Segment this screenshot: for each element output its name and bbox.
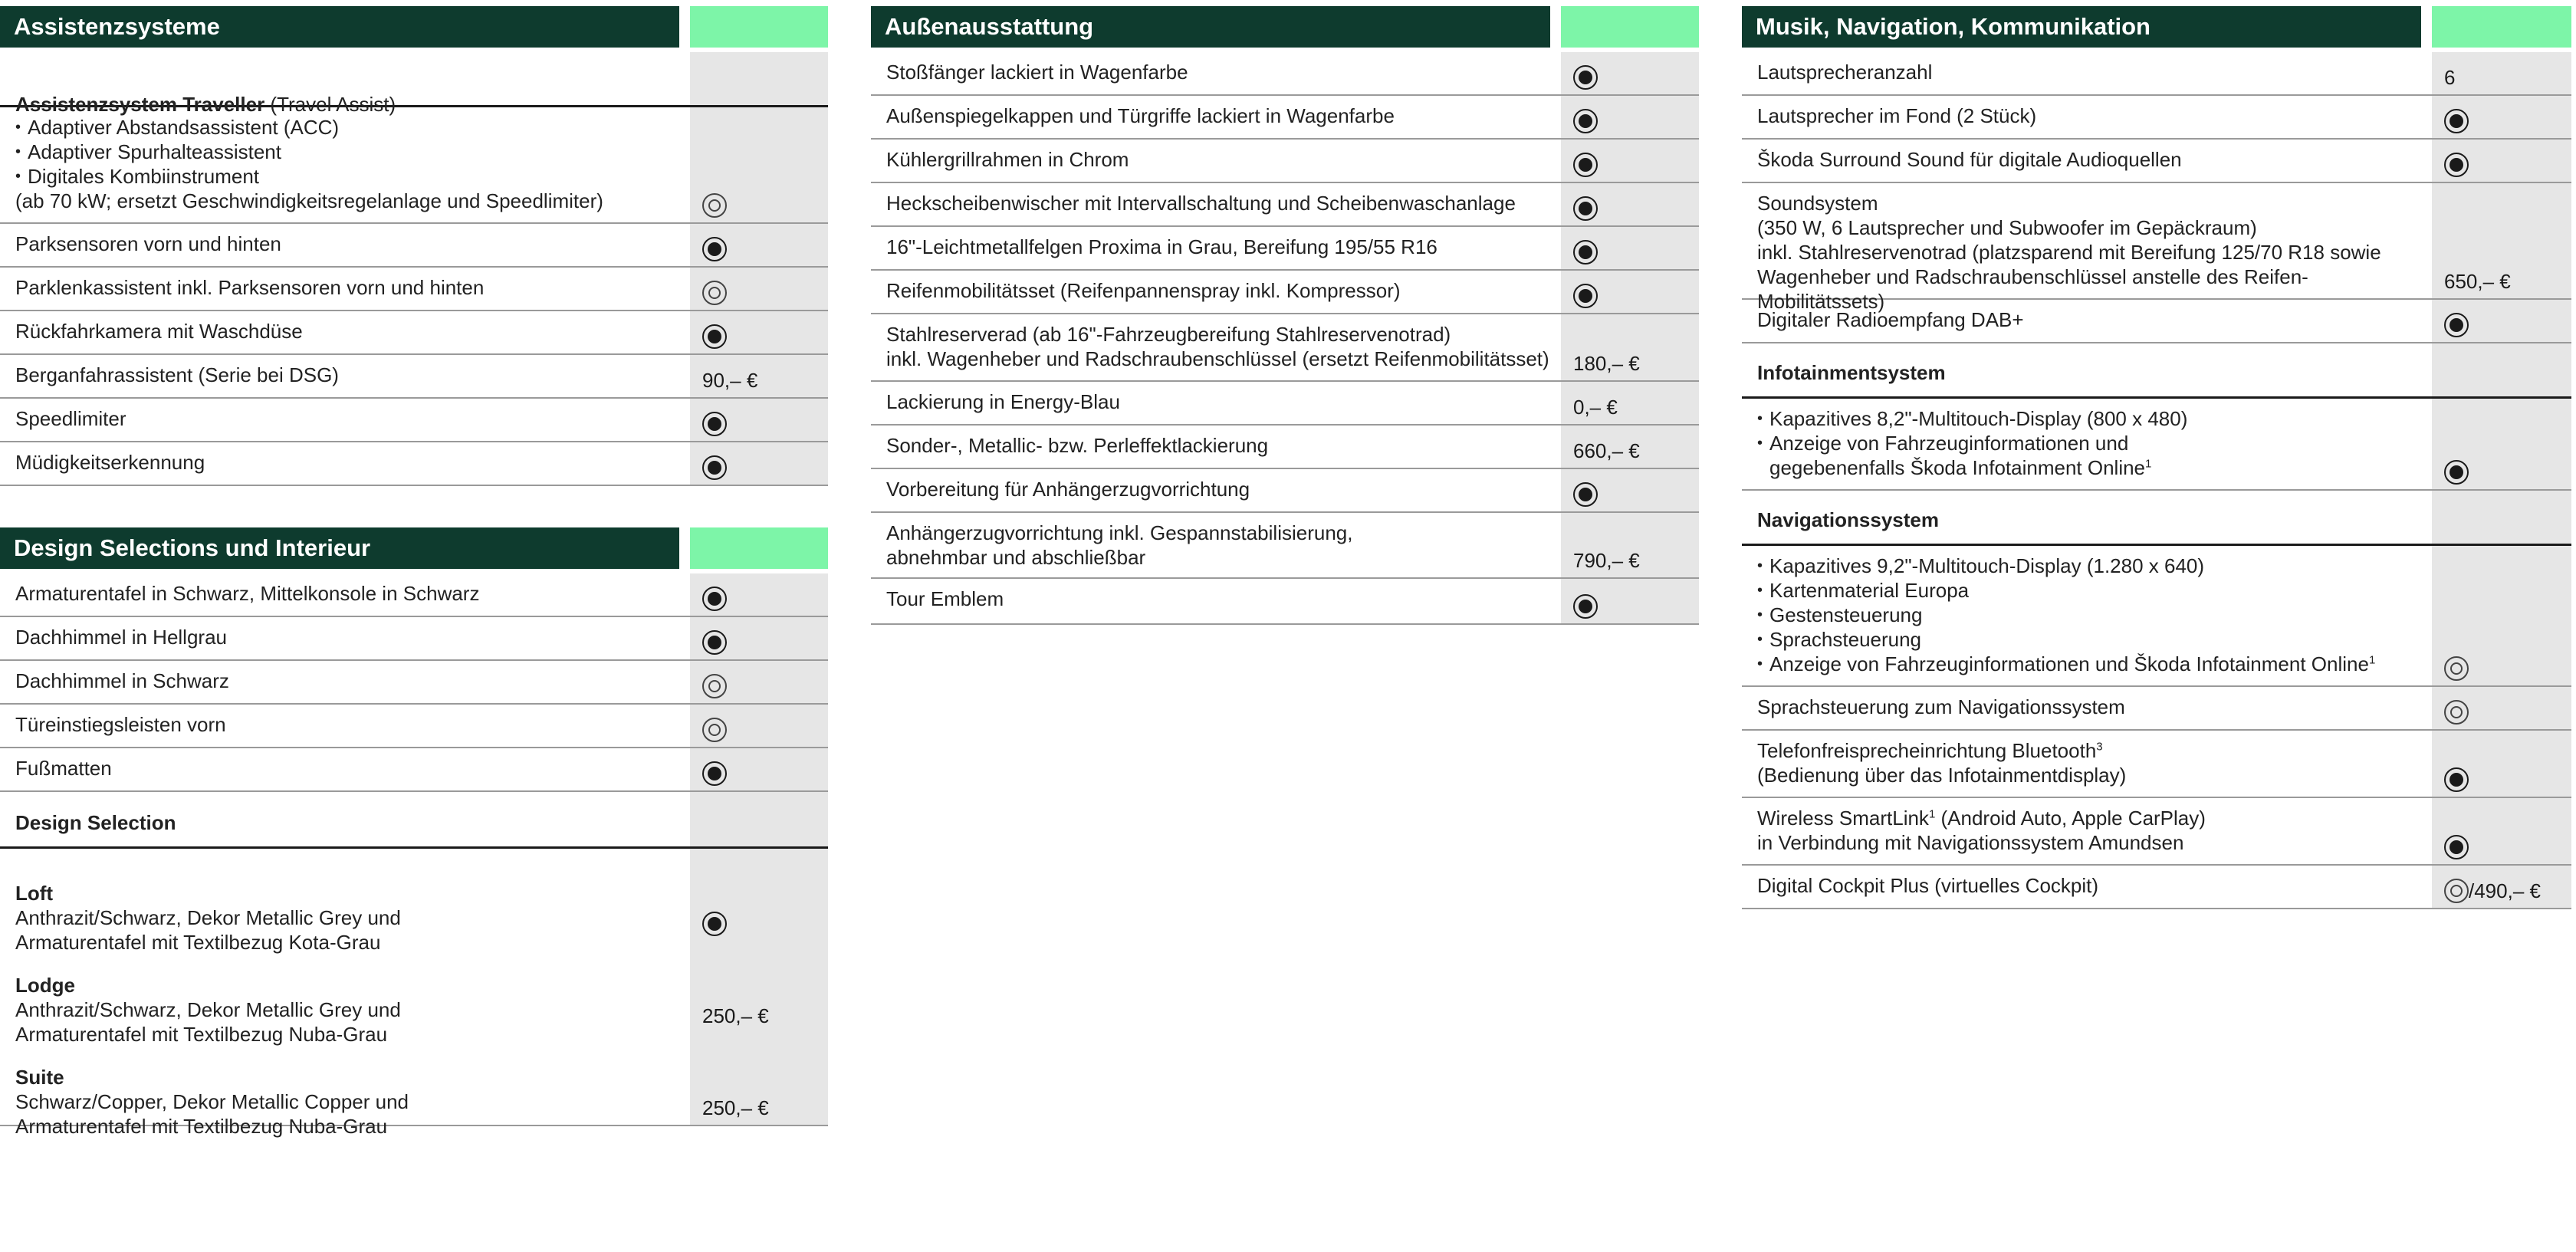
group-row — [0, 792, 828, 849]
value-cell — [2432, 731, 2571, 797]
accent-block — [690, 527, 828, 569]
table-row — [0, 224, 828, 268]
price-cell: 0,– € — [1561, 382, 1699, 424]
standard-icon — [1573, 240, 1598, 265]
price-cell: 250,– € — [690, 1033, 828, 1125]
standard-icon — [702, 912, 727, 936]
feature-label: Speedlimiter — [15, 407, 127, 430]
table-row — [0, 849, 828, 954]
feature-label: Außenspiegelkappen und Türgriffe lackiert in Wagenfarbe — [886, 104, 1395, 127]
value-cell — [2432, 491, 2571, 544]
value-cell — [690, 792, 828, 846]
value-cell — [2432, 866, 2571, 908]
group-title: Infotainmentsystem — [1757, 361, 1946, 384]
value-cell — [690, 748, 828, 790]
value-cell — [1561, 183, 1699, 225]
feature-label — [1742, 546, 2421, 685]
table-row — [871, 227, 1699, 271]
group-title: Navigationssystem — [1757, 508, 1939, 531]
value-cell — [1561, 52, 1699, 94]
value-cell — [1561, 271, 1699, 313]
footnote-marker: 3 — [2096, 740, 2103, 754]
optional-icon — [2444, 656, 2469, 681]
feature-label: Heckscheibenwischer mit Intervallschaltung und Scheibenwaschanlage — [886, 192, 1516, 215]
value-cell — [1561, 579, 1699, 623]
standard-icon — [2444, 460, 2469, 485]
bullet-text: Anzeige von Fahrzeuginformationen und gegebenenfalls Škoda Infotainment Online — [1769, 432, 2146, 479]
feature-label: Reifenmobilitätsset (Reifenpannenspray inkl. Kompressor) — [886, 279, 1401, 302]
feature-label: Lackierung in Energy-Blau — [886, 390, 1120, 413]
optional-icon — [2444, 879, 2469, 903]
column-1 — [0, 6, 828, 1138]
bullet-item: • Adaptiver Spurhalteassistent — [15, 140, 679, 164]
feature-note: (ab 70 kW; ersetzt Geschwindigkeitsregelanlage und Speedlimiter) — [15, 189, 603, 212]
section-title: Musik, Navigation, Kommunikation — [1742, 6, 2421, 48]
table-row — [871, 96, 1699, 140]
value-cell — [690, 107, 828, 222]
feature-label-line1: Wireless SmartLink — [1757, 807, 1929, 830]
feature-label: Rückfahrkamera mit Waschdüse — [15, 320, 303, 343]
feature-label: Anhängerzugvorrichtung inkl. Gespannstabilisierung, abnehmbar und abschließbar — [886, 521, 1353, 569]
table-row — [1742, 96, 2571, 140]
selection-name: Loft — [15, 882, 54, 905]
price-cell: 650,– € — [2432, 183, 2571, 298]
aussenausstattung-section — [871, 6, 1699, 625]
feature-label: Stahlreserverad (ab 16"-Fahrzeugbereifung Stahlreservenotrad) inkl. Wagenheber und Radschraubenschlüssel (ersetzt Reifenmobilitätsset) — [886, 323, 1549, 370]
table-row — [0, 399, 828, 442]
table-row — [1742, 183, 2571, 313]
bullet-item: • Kapazitives 9,2"-Multitouch-Display (1.280 x 640) — [1757, 554, 2421, 578]
accent-block — [2432, 6, 2571, 48]
bullet-item — [1757, 431, 2421, 480]
table-row — [871, 382, 1699, 426]
table-row — [0, 661, 828, 705]
standard-icon — [1573, 65, 1598, 90]
feature-label: Lautsprecher im Fond (2 Stück) — [1757, 104, 2037, 127]
value-cell — [690, 224, 828, 266]
feature-label: Soundsystem (350 W, 6 Lautsprecher und Subwoofer im Gepäckraum) inkl. Stahlreservenotrad (platzsparend mit Bereifung 125/70 R18 sowie Wagenheber und Radschraubenschlüssel anstelle des Reifen-Mobilitätssets) — [1757, 192, 2381, 313]
standard-icon — [702, 630, 727, 655]
bullet-item: • Gestensteuerung — [1757, 603, 2421, 627]
value-cell — [690, 311, 828, 353]
section-header — [871, 6, 1699, 48]
standard-icon — [2444, 109, 2469, 133]
table-row — [871, 52, 1699, 96]
feature-label-line2: (Bedienung über das Infotainmentdisplay) — [1757, 764, 2127, 787]
table-row — [0, 573, 828, 617]
feature-label: Müdigkeitserkennung — [15, 451, 205, 474]
feature-label: Digital Cockpit Plus (virtuelles Cockpit) — [1757, 874, 2099, 897]
table-row — [0, 268, 828, 311]
table-row — [0, 748, 828, 792]
feature-label: Digitaler Radioempfang DAB+ — [1757, 308, 2024, 331]
group-row — [1742, 491, 2571, 546]
optional-icon — [702, 281, 727, 305]
standard-icon — [2444, 767, 2469, 792]
group-title-text: Assistenzsystem Traveller — [15, 93, 265, 116]
optional-icon — [702, 193, 727, 218]
footnote-marker: 1 — [2368, 653, 2376, 667]
musik-navigation-section — [1742, 6, 2571, 909]
standard-icon — [1573, 153, 1598, 177]
feature-label-line2: in Verbindung mit Navigationssystem Amundsen — [1757, 831, 2184, 854]
table-row — [871, 183, 1699, 227]
bullet-item: • Sprachsteuerung — [1757, 627, 2421, 652]
table-row — [0, 442, 828, 486]
feature-label: Tour Emblem — [886, 587, 1004, 610]
bullet-item: • Adaptiver Abstandsassistent (ACC) — [15, 115, 679, 140]
value-cell — [2432, 300, 2571, 342]
bullet-item: • Digitales Kombiinstrument — [15, 164, 679, 189]
value-cell — [690, 617, 828, 659]
standard-icon — [702, 455, 727, 480]
table-row — [0, 941, 828, 1046]
value-cell — [2432, 343, 2571, 396]
table-row — [0, 107, 828, 224]
feature-label — [1742, 399, 2421, 489]
table-row — [0, 617, 828, 661]
feature-label — [0, 1033, 679, 1138]
feature-label: Škoda Surround Sound für digitale Audioquellen — [1757, 148, 2182, 171]
feature-label — [1742, 798, 2421, 864]
feature-label — [1742, 731, 2421, 797]
optional-icon — [2444, 700, 2469, 725]
feature-label: Parklenkassistent inkl. Parksensoren vorn und hinten — [15, 276, 485, 299]
table-row — [0, 1033, 828, 1138]
feature-label: Berganfahrassistent (Serie bei DSG) — [15, 363, 339, 386]
section-title: Assistenzsysteme — [0, 6, 679, 48]
value-cell — [690, 399, 828, 441]
value-cell — [690, 849, 828, 941]
bullet-item: • Kartenmaterial Europa — [1757, 578, 2421, 603]
table-row — [0, 355, 828, 399]
feature-label: Fußmatten — [15, 757, 112, 780]
table-row — [1742, 140, 2571, 183]
standard-icon — [1573, 196, 1598, 221]
optional-icon — [702, 718, 727, 742]
table-row — [1742, 866, 2571, 909]
table-row — [1742, 687, 2571, 731]
value-cell — [1561, 469, 1699, 511]
accent-block — [1561, 6, 1699, 48]
table-row — [0, 311, 828, 355]
feature-label: Dachhimmel in Hellgrau — [15, 626, 227, 649]
value-cell — [690, 268, 828, 310]
table-row — [871, 513, 1699, 579]
feature-label: Sprachsteuerung zum Navigationssystem — [1757, 695, 2125, 718]
price-cell: 250,– € — [690, 941, 828, 1033]
table-row — [1742, 731, 2571, 798]
group-title: Design Selection — [15, 811, 176, 834]
table-row — [1742, 52, 2571, 96]
selection-text: Anthrazit/Schwarz, Dekor Metallic Grey und Armaturentafel mit Textilbezug Kota-Grau — [15, 906, 401, 954]
column-2 — [871, 6, 1699, 625]
value-cell — [2432, 546, 2571, 685]
selection-text: Anthrazit/Schwarz, Dekor Metallic Grey und Armaturentafel mit Textilbezug Nuba-Grau — [15, 998, 401, 1046]
section-header — [1742, 6, 2571, 48]
footnote-marker: 1 — [2145, 457, 2152, 471]
value-cell — [2432, 798, 2571, 864]
feature-label: Lautsprecheranzahl — [1757, 61, 1933, 84]
value-cell — [690, 442, 828, 485]
price-cell: 180,– € — [1561, 314, 1699, 380]
standard-icon — [1573, 594, 1598, 619]
value-cell — [2432, 687, 2571, 729]
optional-icon — [702, 674, 727, 698]
table-row — [1742, 300, 2571, 343]
standard-icon — [702, 237, 727, 261]
accent-block — [690, 6, 828, 48]
price-cell: 790,– € — [1561, 513, 1699, 577]
feature-label-rest: (Android Auto, Apple CarPlay) — [1935, 807, 2206, 830]
price-cell: 660,– € — [1561, 426, 1699, 468]
price-cell: 90,– € — [690, 355, 828, 397]
section-title: Design Selections und Interieur — [0, 527, 679, 569]
table-row — [1742, 546, 2571, 687]
value-cell — [2432, 96, 2571, 138]
feature-label: Stoßfänger lackiert in Wagenfarbe — [886, 61, 1188, 84]
table-row — [871, 271, 1699, 314]
selection-name: Suite — [15, 1066, 64, 1089]
feature-label: Kühlergrillrahmen in Chrom — [886, 148, 1129, 171]
value-cell — [1561, 140, 1699, 182]
standard-icon — [702, 761, 727, 786]
selection-text: Schwarz/Copper, Dekor Metallic Copper und Armaturentafel mit Textilbezug Nuba-Grau — [15, 1090, 409, 1138]
feature-label: 16"-Leichtmetallfelgen Proxima in Grau, Bereifung 195/55 R16 — [886, 235, 1438, 258]
standard-icon — [2444, 835, 2469, 859]
table-row — [1742, 798, 2571, 866]
value-text: 6 — [2432, 52, 2571, 94]
group-row — [1742, 343, 2571, 399]
feature-label: Sonder-, Metallic- bzw. Perleffektlackierung — [886, 434, 1269, 457]
section-header — [0, 6, 828, 48]
standard-icon — [702, 587, 727, 611]
feature-label: Dachhimmel in Schwarz — [15, 669, 229, 692]
bullet-item: • Kapazitives 8,2"-Multitouch-Display (800 x 480) — [1757, 406, 2421, 431]
price-text: /490,– € — [2469, 879, 2541, 902]
standard-icon — [702, 412, 727, 436]
feature-label: Türeinstiegsleisten vorn — [15, 713, 226, 736]
feature-label — [0, 941, 679, 1046]
standard-icon — [1573, 482, 1598, 507]
table-row — [871, 314, 1699, 382]
feature-label: Parksensoren vorn und hinten — [15, 232, 281, 255]
group-title — [0, 52, 679, 116]
feature-label-line1: Telefonfreisprecheinrichtung Bluetooth — [1757, 739, 2097, 762]
standard-icon — [1573, 284, 1598, 308]
feature-label: Vorbereitung für Anhängerzugvorrichtung — [886, 478, 1250, 501]
table-row — [871, 469, 1699, 513]
value-cell — [1561, 96, 1699, 138]
table-row — [871, 579, 1699, 625]
assistenzsysteme-section — [0, 6, 828, 486]
column-3 — [1742, 6, 2571, 909]
design-section — [0, 527, 828, 1138]
value-cell — [690, 573, 828, 616]
table-row — [871, 426, 1699, 469]
footnote-marker: 1 — [1928, 807, 1936, 821]
group-row — [0, 52, 828, 116]
section-title: Außenausstattung — [871, 6, 1550, 48]
standard-icon — [2444, 313, 2469, 337]
value-cell — [2432, 140, 2571, 182]
standard-icon — [2444, 153, 2469, 177]
feature-label — [0, 849, 679, 954]
selection-name: Lodge — [15, 974, 75, 997]
feature-label — [0, 107, 679, 222]
value-cell — [1561, 227, 1699, 269]
standard-icon — [1573, 109, 1598, 133]
value-cell — [2432, 399, 2571, 489]
table-row — [871, 140, 1699, 183]
group-title-suffix: (Travel Assist) — [264, 93, 396, 116]
section-header — [0, 527, 828, 569]
value-cell — [690, 52, 828, 105]
standard-icon — [702, 324, 727, 349]
table-row — [1742, 399, 2571, 491]
value-cell — [690, 661, 828, 703]
value-cell — [690, 705, 828, 747]
bullet-item — [1757, 652, 2421, 676]
table-row — [0, 705, 828, 748]
feature-label: Armaturentafel in Schwarz, Mittelkonsole in Schwarz — [15, 582, 480, 605]
bullet-text: Anzeige von Fahrzeuginformationen und Škoda Infotainment Online — [1769, 652, 2369, 675]
